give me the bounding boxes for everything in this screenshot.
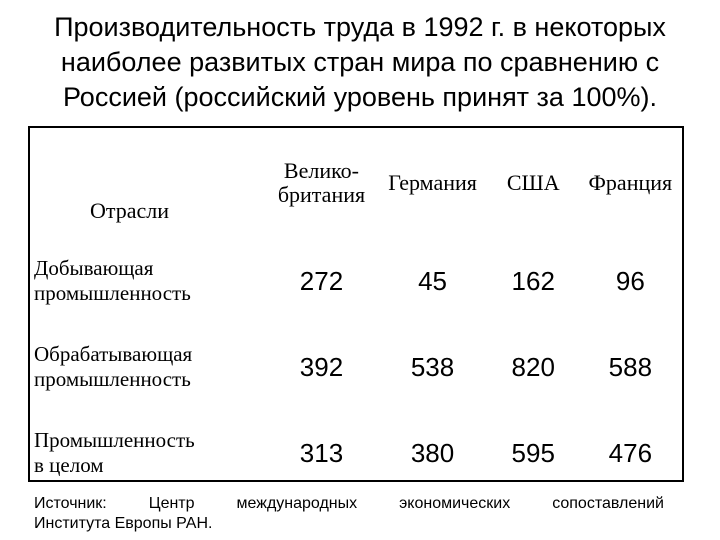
row-label-line1: Обрабатывающая xyxy=(34,342,193,366)
table-header-row xyxy=(30,128,682,238)
table-cell: 538 xyxy=(410,351,455,382)
table-cell: 162 xyxy=(511,265,555,296)
table-cell: 588 xyxy=(608,351,653,382)
source-line-1 xyxy=(34,494,664,514)
source-word: экономических xyxy=(399,495,511,512)
page-title xyxy=(20,10,700,115)
table-cell: 595 xyxy=(511,437,555,468)
source-note xyxy=(34,494,664,534)
table-cell: 476 xyxy=(608,437,653,468)
column-header-uk-line2: британия xyxy=(277,182,366,207)
column-header-usa: США xyxy=(506,170,560,195)
productivity-table xyxy=(28,126,684,482)
table-cell: 96 xyxy=(615,265,645,296)
table-row xyxy=(30,238,682,324)
source-word: Центр xyxy=(148,495,195,512)
row-label-line2: промышленность xyxy=(34,367,191,391)
row-label xyxy=(30,324,266,410)
column-header-uk xyxy=(266,128,378,238)
table-cell: 392 xyxy=(299,351,344,382)
title-line-2: наиболее развитых стран мира по сравнению с xyxy=(60,47,660,77)
row-label-line1: Добывающая xyxy=(34,256,154,280)
table-cell: 45 xyxy=(418,265,447,296)
title-line-1: Производительность труда в 1992 г. в некоторых xyxy=(54,12,666,42)
source-word: международных xyxy=(236,495,358,512)
row-label-line1: Промышленность xyxy=(34,428,195,452)
column-header-uk-line1: Велико- xyxy=(283,158,360,183)
table-cell: 313 xyxy=(299,437,344,468)
source-line-2: Института Европы РАН. xyxy=(34,515,213,532)
table-cell: 272 xyxy=(299,265,344,296)
table-row xyxy=(30,324,682,410)
table-cell: 820 xyxy=(511,351,555,382)
row-label xyxy=(30,410,266,496)
title-line-3: Россией (российский уровень принят за 100%). xyxy=(62,82,657,112)
column-header-germany: Германия xyxy=(388,170,477,195)
row-label-line2: в целом xyxy=(34,453,104,477)
table-cell: 380 xyxy=(410,437,455,468)
row-label-line2: промышленность xyxy=(34,281,191,305)
column-header-france: Франция xyxy=(588,170,673,195)
source-word: Источник: xyxy=(34,495,107,512)
source-word: сопоставлений xyxy=(552,495,664,512)
row-label xyxy=(30,238,266,324)
sector-header: Отрасли xyxy=(90,198,170,223)
table-row xyxy=(30,410,682,496)
